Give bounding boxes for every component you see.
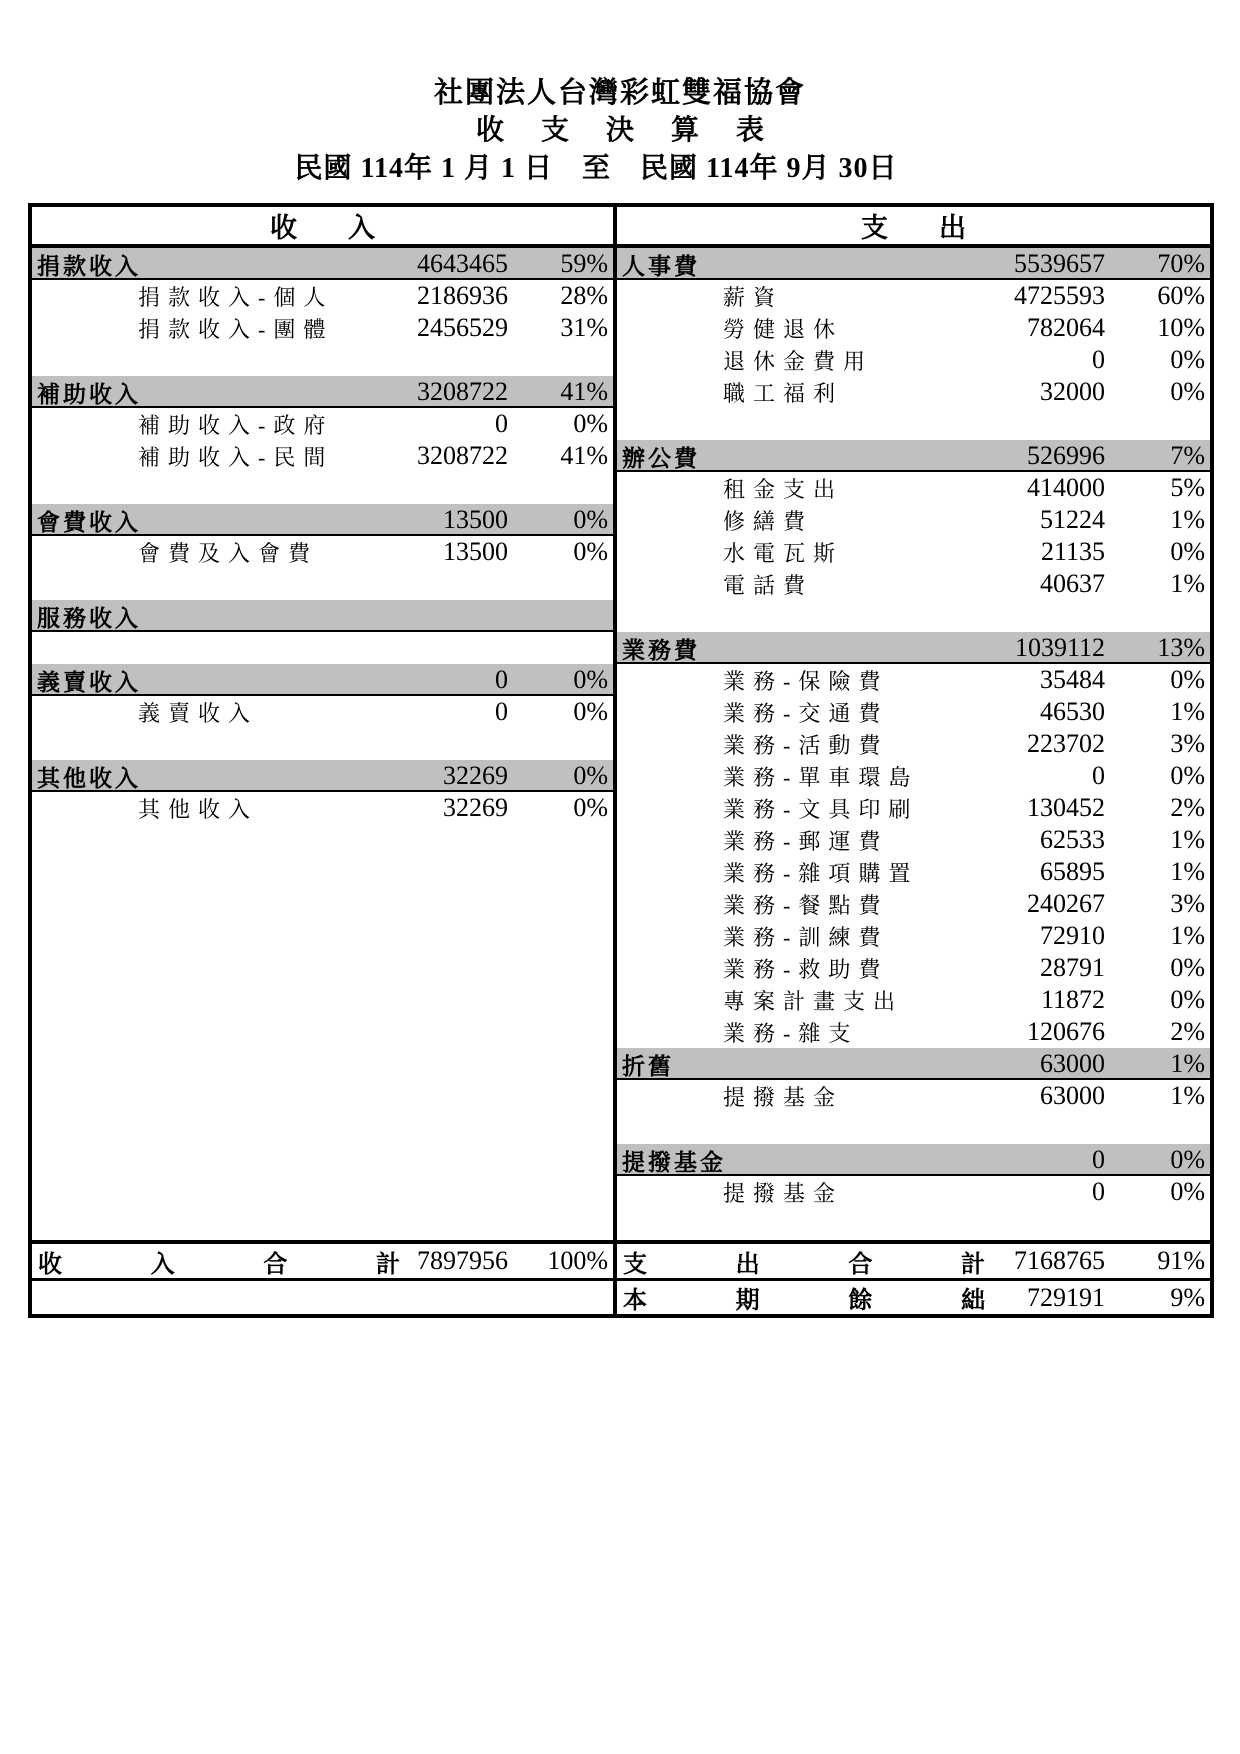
account-label: 提撥基金 — [723, 1180, 844, 1206]
account-label: 業務-雜支 — [723, 1020, 859, 1046]
amount-cell: 4643465 — [417, 249, 508, 278]
expense-row — [617, 824, 1210, 856]
amount-cell: 0 — [495, 697, 508, 726]
percent-cell: 60% — [1157, 281, 1205, 310]
spread-char: 期 — [735, 1288, 760, 1314]
percent-cell: 0% — [1170, 1145, 1205, 1174]
report-title: 收 支 決 算 表 — [475, 115, 779, 146]
account-label: 業務-救助費 — [723, 956, 889, 982]
percent-cell: 0% — [573, 793, 608, 822]
amount-cell: 13500 — [443, 505, 508, 534]
amount-cell: 0 — [495, 409, 508, 438]
expense-row — [617, 1016, 1210, 1048]
percent-cell: 1% — [1170, 921, 1205, 950]
income-column — [32, 207, 617, 1314]
percent-cell: 0% — [1170, 345, 1205, 374]
expense-row — [617, 984, 1210, 1016]
account-label: 薪資 — [723, 284, 784, 310]
amount-cell: 28791 — [1040, 953, 1105, 982]
percent-cell: 0% — [573, 697, 608, 726]
amount-cell: 3208722 — [417, 441, 508, 470]
account-label: 其他收入 — [37, 765, 141, 791]
percent-cell: 59% — [560, 249, 608, 278]
amount-cell: 35484 — [1040, 665, 1105, 694]
expense-column-header: 支 出 — [617, 207, 1210, 248]
amount-cell: 62533 — [1040, 825, 1105, 854]
account-label: 補助收入-政府 — [138, 412, 334, 438]
income-row — [32, 696, 613, 728]
account-label: 辦公費 — [622, 445, 700, 471]
title-block — [0, 74, 1240, 188]
expense-row — [617, 728, 1210, 760]
amount-cell: 63000 — [1040, 1049, 1105, 1078]
account-label: 捐款收入-團體 — [138, 316, 334, 342]
net-balance-percent: 9% — [1170, 1282, 1205, 1312]
expense-row — [617, 1176, 1210, 1208]
income-row — [32, 344, 613, 376]
percent-cell: 0% — [1170, 761, 1205, 790]
expense-row — [617, 376, 1210, 408]
spread-char: 本 — [623, 1288, 647, 1314]
account-label: 會費收入 — [37, 509, 141, 535]
percent-cell: 70% — [1157, 249, 1205, 278]
percent-cell: 0% — [1170, 377, 1205, 406]
amount-cell: 1039112 — [1014, 633, 1105, 662]
spread-char: 出 — [735, 1251, 760, 1278]
percent-cell: 0% — [573, 409, 608, 438]
spread-char: 餘 — [848, 1288, 873, 1314]
percent-cell: 0% — [573, 665, 608, 694]
spread-char: 計 — [960, 1251, 985, 1278]
amount-cell: 0 — [1092, 1145, 1105, 1174]
spread-char: 支 — [623, 1251, 647, 1278]
account-label: 補助收入 — [37, 381, 141, 407]
amount-cell: 72910 — [1040, 921, 1105, 950]
percent-cell: 2% — [1170, 793, 1205, 822]
percent-cell: 3% — [1170, 729, 1205, 758]
amount-cell: 32000 — [1040, 377, 1105, 406]
percent-cell: 1% — [1170, 569, 1205, 598]
income-row — [32, 1144, 613, 1176]
amount-cell: 414000 — [1027, 473, 1105, 502]
amount-cell: 32269 — [443, 793, 508, 822]
account-label: 義賣收入 — [37, 669, 141, 695]
account-label: 補助收入-民間 — [138, 444, 334, 470]
statement-table — [28, 203, 1214, 1318]
income-row — [32, 568, 613, 600]
income-row — [32, 632, 613, 664]
account-label: 捐款收入 — [37, 253, 141, 279]
amount-cell: 130452 — [1027, 793, 1105, 822]
income-row — [32, 1112, 613, 1144]
account-label: 業務-活動費 — [723, 732, 889, 758]
account-label: 電話費 — [723, 572, 814, 598]
expense-row — [617, 248, 1210, 280]
account-label: 會費及入會費 — [138, 540, 319, 566]
spread-char: 收 — [38, 1251, 62, 1278]
account-label: 服務收入 — [37, 605, 141, 631]
date-range: 民國 114年 1 月 1 日 至 民國 114年 9月 30日 — [294, 153, 898, 184]
income-total-percent: 100% — [547, 1246, 608, 1275]
income-row — [32, 536, 613, 568]
percent-cell: 28% — [560, 281, 608, 310]
percent-cell: 0% — [1170, 537, 1205, 566]
amount-cell: 223702 — [1027, 729, 1105, 758]
net-balance-amount: 729191 — [1027, 1282, 1105, 1312]
amount-cell: 40637 — [1040, 569, 1105, 598]
percent-cell: 0% — [573, 761, 608, 790]
account-label: 提撥基金 — [622, 1149, 726, 1175]
amount-cell: 3208722 — [417, 377, 508, 406]
percent-cell: 0% — [1170, 985, 1205, 1014]
amount-cell: 32269 — [443, 761, 508, 790]
expense-row — [617, 1080, 1210, 1112]
percent-cell: 1% — [1170, 697, 1205, 726]
amount-cell: 2456529 — [417, 313, 508, 342]
percent-cell: 0% — [573, 505, 608, 534]
percent-cell: 41% — [560, 377, 608, 406]
percent-cell: 0% — [1170, 953, 1205, 982]
amount-cell: 4725593 — [1014, 281, 1105, 310]
expense-row — [617, 568, 1210, 600]
expense-row — [617, 344, 1210, 376]
account-label: 業務-訓練費 — [723, 924, 889, 950]
org-title: 社團法人台灣彩虹雙福協會 — [433, 77, 806, 109]
income-row — [32, 824, 613, 856]
account-label: 其他收入 — [138, 796, 259, 822]
account-label: 人事費 — [622, 253, 700, 279]
expense-rows — [617, 248, 1210, 1240]
income-rows — [32, 248, 613, 1240]
expense-row — [617, 312, 1210, 344]
amount-cell: 2186936 — [417, 281, 508, 310]
account-label: 義賣收入 — [138, 700, 259, 726]
income-total-amount: 7897956 — [417, 1246, 508, 1275]
account-label: 職工福利 — [723, 380, 844, 406]
account-label: 修繕費 — [723, 508, 814, 534]
account-label: 水電瓦斯 — [723, 540, 844, 566]
amount-cell: 63000 — [1040, 1081, 1105, 1110]
income-row — [32, 280, 613, 312]
income-row — [32, 1208, 613, 1240]
income-total-row — [32, 1240, 613, 1281]
account-label: 業務-雜項購置 — [723, 860, 919, 886]
expense-row — [617, 472, 1210, 504]
expense-row — [617, 760, 1210, 792]
net-balance-label — [617, 1280, 985, 1315]
expense-row — [617, 408, 1210, 440]
income-row — [32, 856, 613, 888]
account-label: 退休金費用 — [723, 348, 874, 374]
income-row — [32, 888, 613, 920]
income-row — [32, 792, 613, 824]
expense-row — [617, 664, 1210, 696]
income-row — [32, 760, 613, 792]
percent-cell: 31% — [560, 313, 608, 342]
expense-row — [617, 632, 1210, 664]
expense-column — [617, 207, 1210, 1314]
account-label: 業務-郵運費 — [723, 828, 889, 854]
percent-cell: 1% — [1170, 857, 1205, 886]
percent-cell: 1% — [1170, 1081, 1205, 1110]
income-row — [32, 1176, 613, 1208]
income-row — [32, 376, 613, 408]
net-balance-row — [617, 1281, 1210, 1314]
percent-cell: 10% — [1157, 313, 1205, 342]
account-label: 業務費 — [622, 637, 700, 663]
income-empty-bottom-row — [32, 1281, 613, 1314]
account-label: 提撥基金 — [723, 1084, 844, 1110]
expense-row — [617, 504, 1210, 536]
amount-cell: 0 — [495, 665, 508, 694]
spread-char: 絀 — [960, 1288, 985, 1314]
amount-cell: 0 — [1092, 761, 1105, 790]
income-row — [32, 920, 613, 952]
account-label: 捐款收入-個人 — [138, 284, 334, 310]
expense-row — [617, 280, 1210, 312]
percent-cell: 13% — [1157, 633, 1205, 662]
expense-row — [617, 536, 1210, 568]
income-row — [32, 248, 613, 280]
income-row — [32, 472, 613, 504]
income-row — [32, 408, 613, 440]
income-row — [32, 984, 613, 1016]
spread-char: 合 — [848, 1251, 873, 1278]
account-label: 業務-保險費 — [723, 668, 889, 694]
percent-cell: 2% — [1170, 1017, 1205, 1046]
expense-row — [617, 1144, 1210, 1176]
expense-row — [617, 1208, 1210, 1240]
income-row — [32, 600, 613, 632]
amount-cell: 782064 — [1027, 313, 1105, 342]
account-label: 業務-交通費 — [723, 700, 889, 726]
amount-cell: 526996 — [1027, 441, 1105, 470]
expense-row — [617, 856, 1210, 888]
amount-cell: 0 — [1092, 345, 1105, 374]
income-row — [32, 312, 613, 344]
amount-cell: 46530 — [1040, 697, 1105, 726]
percent-cell: 0% — [573, 537, 608, 566]
expense-row — [617, 696, 1210, 728]
expense-row — [617, 440, 1210, 472]
income-row — [32, 664, 613, 696]
percent-cell: 5% — [1170, 473, 1205, 502]
expense-total-label — [617, 1244, 985, 1279]
amount-cell: 240267 — [1027, 889, 1105, 918]
amount-cell: 51224 — [1040, 505, 1105, 534]
account-label: 業務-單車環島 — [723, 764, 919, 790]
percent-cell: 1% — [1170, 825, 1205, 854]
amount-cell: 120676 — [1027, 1017, 1105, 1046]
income-row — [32, 440, 613, 472]
account-label: 專案計畫支出 — [723, 988, 904, 1014]
expense-row — [617, 952, 1210, 984]
percent-cell: 1% — [1170, 505, 1205, 534]
amount-cell: 13500 — [443, 537, 508, 566]
expense-row — [617, 792, 1210, 824]
income-total-label — [32, 1244, 400, 1279]
amount-cell: 5539657 — [1014, 249, 1105, 278]
spread-char: 合 — [263, 1251, 288, 1278]
amount-cell: 65895 — [1040, 857, 1105, 886]
amount-cell: 11872 — [1040, 985, 1105, 1014]
account-label: 業務-餐點費 — [723, 892, 889, 918]
account-label: 業務-文具印刷 — [723, 796, 919, 822]
expense-row — [617, 1112, 1210, 1144]
income-row — [32, 1048, 613, 1080]
percent-cell: 1% — [1170, 1049, 1205, 1078]
percent-cell: 7% — [1170, 441, 1205, 470]
expense-total-percent: 91% — [1157, 1246, 1205, 1275]
percent-cell: 0% — [1170, 1177, 1205, 1206]
percent-cell: 0% — [1170, 665, 1205, 694]
amount-cell: 21135 — [1040, 537, 1105, 566]
percent-cell: 3% — [1170, 889, 1205, 918]
expense-row — [617, 600, 1210, 632]
spread-char: 入 — [150, 1251, 175, 1278]
amount-cell: 0 — [1092, 1177, 1105, 1206]
account-label: 租金支出 — [723, 476, 844, 502]
income-column-header: 收 入 — [32, 207, 613, 248]
income-row — [32, 1080, 613, 1112]
spread-char: 計 — [375, 1251, 400, 1278]
account-label: 折舊 — [622, 1053, 674, 1079]
income-row — [32, 1016, 613, 1048]
income-row — [32, 504, 613, 536]
expense-row — [617, 920, 1210, 952]
income-row — [32, 952, 613, 984]
account-label: 勞健退休 — [723, 316, 844, 342]
expense-row — [617, 888, 1210, 920]
expense-row — [617, 1048, 1210, 1080]
income-row — [32, 728, 613, 760]
expense-total-row — [617, 1240, 1210, 1281]
expense-total-amount: 7168765 — [1014, 1246, 1105, 1275]
percent-cell: 41% — [560, 441, 608, 470]
